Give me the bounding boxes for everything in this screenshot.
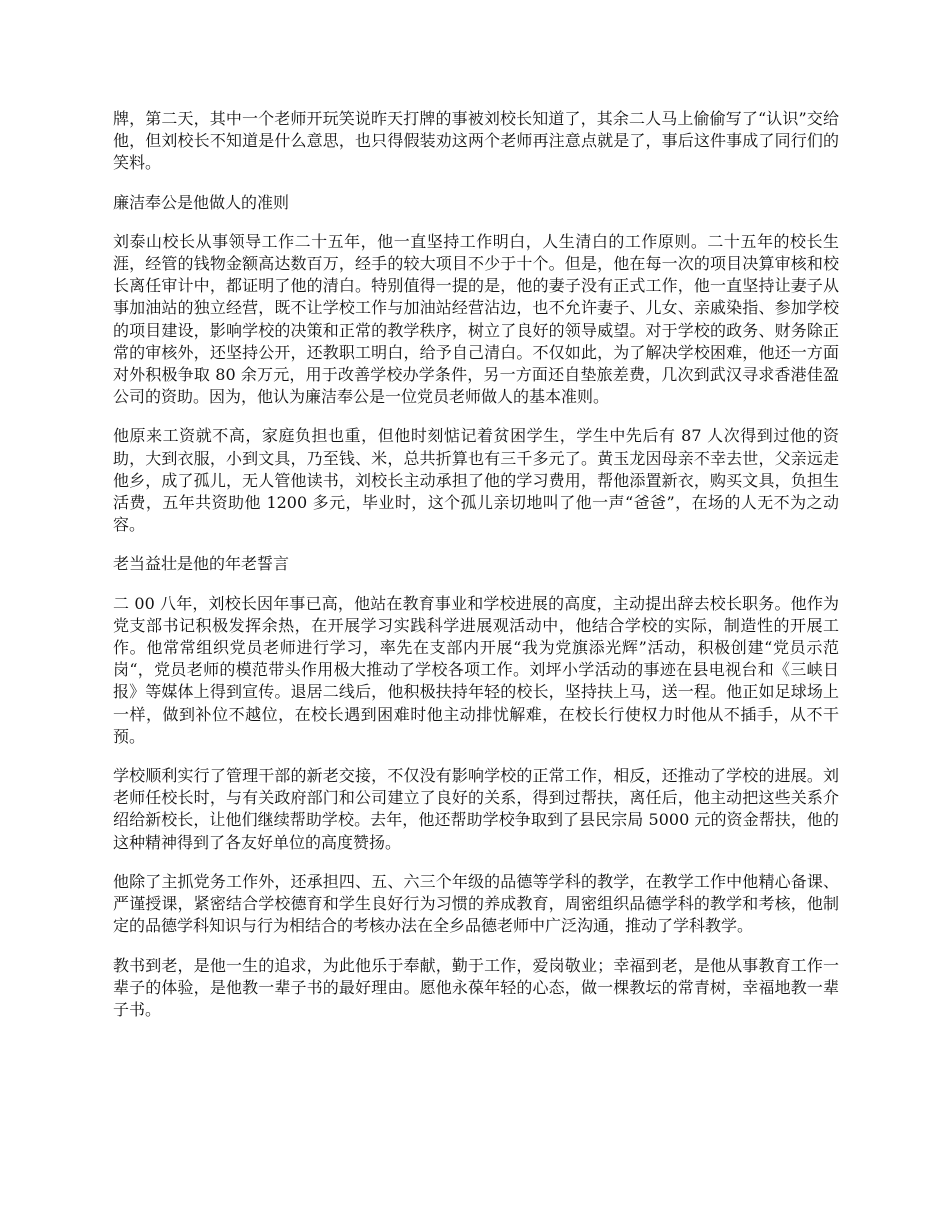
section-heading-old-age-vow: 老当益壮是他的年老誓言 bbox=[113, 554, 290, 574]
paragraph-leadership-transition: 学校顺利实行了管理干部的新老交接，不仅没有影响学校的正常工作，相反，还推动了学校的进展。刘老师任校长时，与有关政府部门和公司建立了良好的关系，得到过帮扶，离任后，他主动把这些关系介绍给新校长，让他们继续帮助学校。去年，他还帮助学校争取到了县民宗局 5000 元的资金帮扶，他的这种精神得到了各友好单位的高度赞扬。 bbox=[113, 766, 839, 852]
paragraph-integrity-principle: 刘泰山校长从事领导工作二十五年，他一直坚持工作明白，人生清白的工作原则。二十五年的校长生涯，经管的钱物金额高达数百万，经手的较大项目不少于十个。但是，他在每一次的项目决算审核和校长离任审计中，都证明了他的清白。特别值得一提的是，他的妻子没有正式工作，他一直坚持让妻子从事加油站的独立经营，既不让学校工作与加油站经营沾边，也不允许妻子、儿女、亲戚染指、参加学校的项目建设，影响学校的决策和正常的教学秩序，树立了良好的领导威望。对于学校的政务、财务除正常的审核外，还坚持公开，还教职工明白，给予自己清白。不仅如此，为了解决学校困难，他还一方面对外积极争取 80 余万元，用于改善学校办学条件，另一方面还自垫旅差费，几次到武汉寻求香港佳盈公司的资助。因为，他认为廉洁奉公是一位党员老师做人的基本准则。 bbox=[113, 231, 839, 407]
paragraph-card-game-anecdote: 牌，第二天，其中一个老师开玩笑说昨天打牌的事被刘校长知道了，其余二人马上偷偷写了“认识”交给他，但刘校长不知道是什么意思，也只得假装劝这两个老师再注意点就是了，事后这件事成了同行们的笑料。 bbox=[113, 109, 839, 173]
paragraph-moral-education-teaching: 他除了主抓党务工作外，还承担四、五、六三个年级的品德等学科的教学，在教学工作中他精心备课、严谨授课，紧密结合学校德育和学生良好行为习惯的养成教育，周密组织品德学科的教学和考核，他制定的品德学科知识与行为相结合的考核办法在全乡品德老师中广泛沟通，推动了学科教学。 bbox=[113, 871, 839, 936]
paragraph-closing-wish: 教书到老，是他一生的追求，为此他乐于奉献，勤于工作，爱岗敬业；幸福到老，是他从事教育工作一辈子的体验，是他教一辈子书的最好理由。愿他永葆年轻的心态，做一棵教坛的常青树，幸福地教一辈子书。 bbox=[113, 955, 839, 1019]
paragraph-resignation-2008: 二 00 八年，刘校长因年事已高，他站在教育事业和学校进展的高度，主动提出辞去校长职务。他作为党支部书记积极发挥余热，在开展学习实践科学进展观活动中，他结合学校的实际，制造性的开展工作。他常常组织党员老师进行学习，率先在支部内开展“我为党旗添光辉”活动，积极创建“党员示范岗“，党员老师的模范带头作用极大推动了学校各项工作。刘坪小学活动的事迹在县电视台和《三峡日报》等媒体上得到宣传。退居二线后，他积极扶持年轻的校长，坚持扶上马，送一程。他正如足球场上一样，做到补位不越位，在校长遇到困难时他主动排忧解难，在校长行使权力时他从不插手，从不干预。 bbox=[113, 593, 839, 746]
paragraph-student-support: 他原来工资就不高，家庭负担也重，但他时刻惦记着贫困学生，学生中先后有 87 人次得到过他的资助，大到衣服，小到文具，乃至钱、米，总共折算也有三千多元了。黄玉龙因母亲不幸去世，父亲远走他乡，成了孤儿，无人管他读书，刘校长主动承担了他的学习费用，帮他添置新衣，购买文具，负担生活费，五年共资助他 1200 多元，毕业时，这个孤儿亲切地叫了他一声“爸爸”，在场的人无不为之动容。 bbox=[113, 426, 839, 535]
document-body bbox=[113, 108, 839, 1038]
section-heading-integrity: 廉洁奉公是他做人的准则 bbox=[113, 192, 290, 212]
